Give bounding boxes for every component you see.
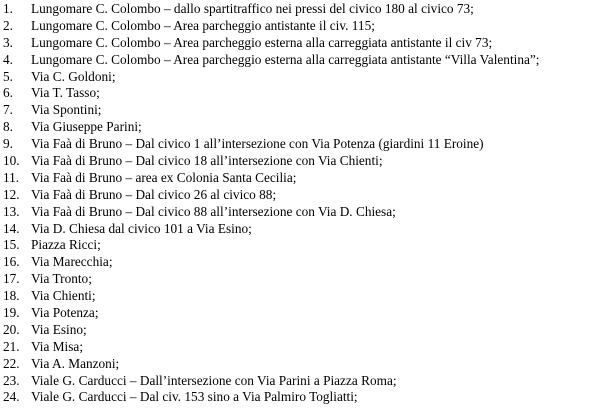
list-item: [0, 305, 605, 322]
item-number: 17.: [3, 271, 20, 287]
list-item: [0, 69, 605, 86]
item-number: 7.: [3, 102, 13, 118]
item-number: 10.: [3, 153, 20, 169]
item-number: 13.: [3, 203, 20, 219]
item-text: Via Faà di Bruno – Dal civico 26 al civico 88;: [31, 186, 277, 202]
item-number: 18.: [3, 288, 20, 304]
list-item: [0, 136, 605, 153]
list-item: [0, 271, 605, 288]
list-item: [0, 85, 605, 102]
item-text: Via Giuseppe Parini;: [31, 119, 142, 135]
item-text: Via Esino;: [31, 321, 87, 337]
list-item: [0, 339, 605, 356]
list-item: [0, 153, 605, 170]
item-text: Via A. Manzoni;: [31, 355, 120, 371]
list-item: [0, 373, 605, 390]
list-item: [0, 52, 605, 69]
list-item: [0, 356, 605, 373]
list-item: [0, 35, 605, 52]
list-item: [0, 221, 605, 238]
item-number: 11.: [3, 169, 20, 185]
item-number: 23.: [3, 372, 20, 388]
item-text: Lungomare C. Colombo – Area parcheggio esterna alla carreggiata antistante “Villa Valentina”;: [31, 51, 540, 67]
item-number: 5.: [3, 68, 13, 84]
item-text: Via Misa;: [31, 338, 84, 354]
item-text: Via Faà di Bruno – Dal civico 18 all’intersezione con Via Chienti;: [31, 153, 383, 169]
list-item: [0, 119, 605, 136]
item-text: Via Spontini;: [31, 102, 102, 118]
item-number: 21.: [3, 338, 20, 354]
list-item: [0, 187, 605, 204]
list-item: [0, 237, 605, 254]
item-text: Via Faà di Bruno – Dal civico 1 all’intersezione con Via Potenza (giardini 11 Eroine): [31, 136, 484, 152]
item-number: 4.: [3, 51, 13, 67]
item-number: 15.: [3, 237, 20, 253]
item-text: Lungomare C. Colombo – Area parcheggio antistante il civ. 115;: [31, 17, 375, 33]
item-number: 19.: [3, 305, 20, 321]
item-text: Via T. Tasso;: [31, 85, 100, 101]
item-number: 16.: [3, 254, 20, 270]
list-item: [0, 170, 605, 187]
item-text: Piazza Ricci;: [31, 237, 101, 253]
item-number: 20.: [3, 321, 20, 337]
item-text: Via Faà di Bruno – area ex Colonia Santa Cecilia;: [31, 169, 297, 185]
item-text: Via Marecchia;: [31, 254, 113, 270]
item-number: 1.: [3, 1, 13, 16]
item-number: 22.: [3, 355, 20, 371]
item-text: Via Tronto;: [31, 271, 92, 287]
item-text: Via Faà di Bruno – Dal civico 88 all’intersezione con Via D. Chiesa;: [31, 203, 396, 219]
item-text: Lungomare C. Colombo – dallo spartitraffico nei pressi del civico 180 al civico 73;: [31, 1, 474, 16]
item-text: Via C. Goldoni;: [31, 68, 116, 84]
item-number: 9.: [3, 136, 13, 152]
item-number: 24.: [3, 389, 20, 405]
item-number: 3.: [3, 34, 13, 50]
item-text: Via D. Chiesa dal civico 101 a Via Esino;: [31, 220, 252, 236]
list-item: [0, 389, 605, 406]
item-text: Viale G. Carducci – Dall’intersezione con Via Parini a Piazza Roma;: [31, 372, 397, 388]
list-item: [0, 18, 605, 35]
item-number: 8.: [3, 119, 13, 135]
list-item: [0, 204, 605, 221]
item-text: Viale G. Carducci – Dal civ. 153 sino a Via Palmiro Togliatti;: [31, 389, 358, 405]
list-item: [0, 288, 605, 305]
item-number: 2.: [3, 17, 13, 33]
street-list: [0, 1, 605, 406]
item-number: 6.: [3, 85, 13, 101]
item-number: 12.: [3, 186, 20, 202]
list-item: [0, 254, 605, 271]
list-item: [0, 1, 605, 18]
item-text: Via Chienti;: [31, 288, 96, 304]
list-item: [0, 322, 605, 339]
item-number: 14.: [3, 220, 20, 236]
item-text: Lungomare C. Colombo – Area parcheggio esterna alla carreggiata antistante il civ 73;: [31, 34, 493, 50]
item-text: Via Potenza;: [31, 305, 99, 321]
list-item: [0, 102, 605, 119]
